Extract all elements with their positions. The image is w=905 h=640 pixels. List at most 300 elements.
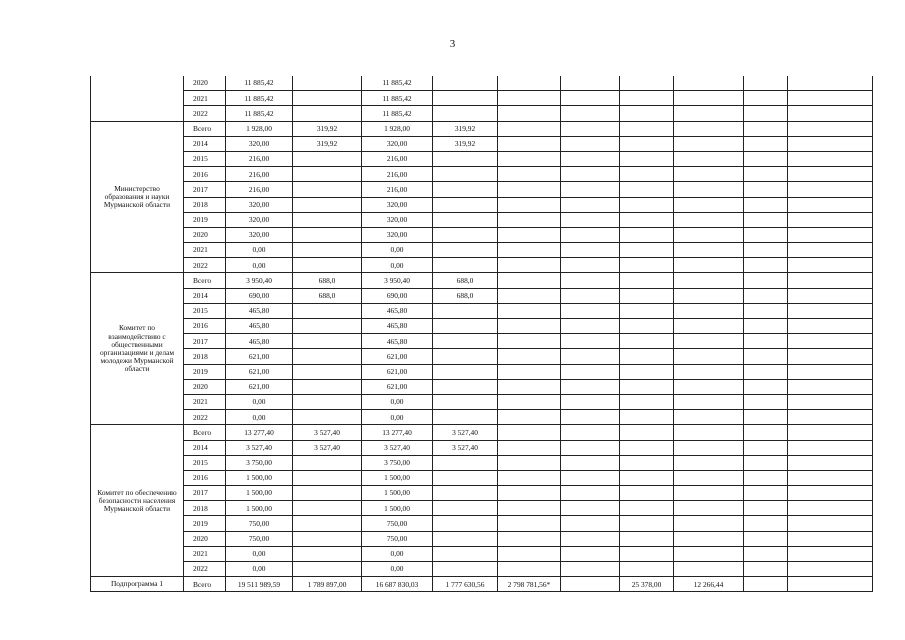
value-cell [674, 76, 744, 91]
value-cell [674, 273, 744, 288]
value-cell [620, 76, 674, 91]
value-cell [788, 379, 873, 394]
value-cell [744, 258, 788, 273]
table-row [91, 577, 873, 592]
value-cell: 0,00 [362, 562, 433, 577]
value-cell [498, 349, 561, 364]
value-cell [744, 577, 788, 592]
value-cell [498, 273, 561, 288]
value-cell [293, 334, 362, 349]
value-cell: 0,00 [226, 562, 293, 577]
org-cell: Комитет по взаимодействию с общественными организациями и делам молодежи Мурманской области [91, 273, 184, 425]
table-row [91, 440, 873, 455]
value-cell: 465,80 [362, 303, 433, 318]
value-cell [744, 562, 788, 577]
value-cell [674, 91, 744, 106]
value-cell: 216,00 [226, 151, 293, 166]
year-cell: 2017 [184, 486, 226, 501]
value-cell [788, 470, 873, 485]
value-cell [620, 425, 674, 440]
value-cell [620, 349, 674, 364]
value-cell [293, 243, 362, 258]
value-cell: 688,0 [433, 273, 498, 288]
value-cell [498, 167, 561, 182]
value-cell [788, 455, 873, 470]
value-cell [620, 303, 674, 318]
value-cell: 11 885,42 [362, 76, 433, 91]
table-row [91, 410, 873, 425]
value-cell [788, 151, 873, 166]
value-cell [498, 212, 561, 227]
table-row [91, 121, 873, 136]
value-cell [561, 364, 620, 379]
value-cell [674, 425, 744, 440]
value-cell: 3 527,40 [362, 440, 433, 455]
value-cell [433, 167, 498, 182]
value-cell [293, 470, 362, 485]
value-cell [433, 501, 498, 516]
year-cell: 2022 [184, 410, 226, 425]
value-cell: 688,0 [433, 288, 498, 303]
value-cell [744, 288, 788, 303]
value-cell [674, 455, 744, 470]
value-cell [433, 106, 498, 121]
value-cell [498, 76, 561, 91]
table-row [91, 151, 873, 166]
value-cell: 690,00 [362, 288, 433, 303]
value-cell: 690,00 [226, 288, 293, 303]
value-cell [788, 106, 873, 121]
value-cell [433, 197, 498, 212]
value-cell [498, 440, 561, 455]
value-cell [788, 440, 873, 455]
value-cell [788, 258, 873, 273]
value-cell [744, 212, 788, 227]
value-cell [674, 379, 744, 394]
value-cell [620, 531, 674, 546]
value-cell [561, 212, 620, 227]
value-cell: 1 789 897,00 [293, 577, 362, 592]
value-cell [788, 531, 873, 546]
value-cell [561, 136, 620, 151]
value-cell: 16 687 830,03 [362, 577, 433, 592]
year-cell: 2022 [184, 106, 226, 121]
value-cell [498, 516, 561, 531]
value-cell [744, 106, 788, 121]
year-cell: 2018 [184, 349, 226, 364]
value-cell [788, 167, 873, 182]
table-row [91, 531, 873, 546]
value-cell [620, 288, 674, 303]
value-cell [744, 167, 788, 182]
year-cell: 2014 [184, 440, 226, 455]
value-cell [620, 516, 674, 531]
value-cell [674, 546, 744, 561]
value-cell: 621,00 [226, 364, 293, 379]
value-cell: 12 266,44 [674, 577, 744, 592]
year-cell: 2021 [184, 243, 226, 258]
value-cell [620, 136, 674, 151]
value-cell [561, 167, 620, 182]
value-cell [561, 182, 620, 197]
value-cell: 465,80 [226, 303, 293, 318]
value-cell [674, 562, 744, 577]
value-cell [744, 319, 788, 334]
value-cell [674, 440, 744, 455]
value-cell [293, 106, 362, 121]
value-cell: 1 928,00 [362, 121, 433, 136]
value-cell [744, 197, 788, 212]
value-cell [788, 303, 873, 318]
year-cell: 2017 [184, 182, 226, 197]
value-cell [788, 562, 873, 577]
value-cell [788, 121, 873, 136]
value-cell [498, 197, 561, 212]
value-cell [293, 76, 362, 91]
value-cell [293, 349, 362, 364]
value-cell [744, 531, 788, 546]
value-cell [433, 76, 498, 91]
value-cell [620, 501, 674, 516]
value-cell: 319,92 [433, 136, 498, 151]
value-cell [561, 319, 620, 334]
value-cell [674, 121, 744, 136]
value-cell [498, 121, 561, 136]
value-cell: 216,00 [362, 151, 433, 166]
value-cell [674, 531, 744, 546]
value-cell [674, 136, 744, 151]
value-cell [433, 364, 498, 379]
year-cell: Всего [184, 425, 226, 440]
value-cell [788, 394, 873, 409]
value-cell [561, 562, 620, 577]
year-cell: 2020 [184, 227, 226, 242]
year-cell: 2016 [184, 470, 226, 485]
value-cell [561, 76, 620, 91]
value-cell [674, 227, 744, 242]
year-cell: 2021 [184, 546, 226, 561]
table-row [91, 516, 873, 531]
value-cell [293, 227, 362, 242]
value-cell: 0,00 [362, 410, 433, 425]
value-cell [498, 546, 561, 561]
value-cell [674, 394, 744, 409]
value-cell [788, 91, 873, 106]
value-cell [620, 227, 674, 242]
value-cell [744, 364, 788, 379]
table-row [91, 76, 873, 91]
value-cell [498, 106, 561, 121]
table-row [91, 455, 873, 470]
value-cell [433, 91, 498, 106]
value-cell [498, 303, 561, 318]
value-cell [620, 334, 674, 349]
value-cell [744, 121, 788, 136]
value-cell [788, 273, 873, 288]
table-row [91, 319, 873, 334]
value-cell: 11 885,42 [226, 91, 293, 106]
value-cell: 3 750,00 [362, 455, 433, 470]
value-cell [788, 546, 873, 561]
value-cell [788, 349, 873, 364]
value-cell [433, 562, 498, 577]
value-cell [788, 136, 873, 151]
value-cell: 19 511 989,59 [226, 577, 293, 592]
year-cell: 2015 [184, 455, 226, 470]
value-cell [744, 243, 788, 258]
year-cell: 2018 [184, 501, 226, 516]
value-cell: 320,00 [362, 136, 433, 151]
value-cell: 621,00 [226, 349, 293, 364]
value-cell: 319,92 [433, 121, 498, 136]
value-cell: 3 950,40 [362, 273, 433, 288]
value-cell [498, 531, 561, 546]
year-cell: 2015 [184, 151, 226, 166]
value-cell: 1 777 630,56 [433, 577, 498, 592]
value-cell [293, 167, 362, 182]
year-cell: 2016 [184, 319, 226, 334]
table-row [91, 501, 873, 516]
value-cell [744, 410, 788, 425]
org-cell [91, 76, 184, 121]
value-cell [293, 379, 362, 394]
value-cell [293, 212, 362, 227]
org-cell: Подпрограмма 1 [91, 577, 184, 592]
value-cell: 319,92 [293, 121, 362, 136]
value-cell [561, 197, 620, 212]
value-cell [498, 319, 561, 334]
table-row [91, 182, 873, 197]
value-cell: 621,00 [226, 379, 293, 394]
value-cell: 465,80 [362, 319, 433, 334]
value-cell [498, 258, 561, 273]
value-cell: 1 500,00 [226, 470, 293, 485]
value-cell [498, 182, 561, 197]
value-cell: 750,00 [362, 531, 433, 546]
value-cell [561, 379, 620, 394]
value-cell: 11 885,42 [226, 76, 293, 91]
value-cell [788, 227, 873, 242]
value-cell: 0,00 [362, 394, 433, 409]
value-cell [674, 151, 744, 166]
year-cell: 2022 [184, 562, 226, 577]
value-cell [788, 76, 873, 91]
value-cell [744, 334, 788, 349]
value-cell [620, 379, 674, 394]
value-cell [433, 258, 498, 273]
table-row [91, 470, 873, 485]
value-cell [788, 182, 873, 197]
value-cell: 319,92 [293, 136, 362, 151]
value-cell [744, 349, 788, 364]
value-cell [433, 546, 498, 561]
value-cell [498, 455, 561, 470]
value-cell [744, 394, 788, 409]
table-row [91, 379, 873, 394]
value-cell: 0,00 [362, 258, 433, 273]
value-cell: 465,80 [226, 319, 293, 334]
value-cell [561, 486, 620, 501]
value-cell [293, 258, 362, 273]
value-cell [674, 334, 744, 349]
value-cell [561, 546, 620, 561]
value-cell [620, 167, 674, 182]
value-cell [620, 151, 674, 166]
value-cell [293, 516, 362, 531]
value-cell: 3 527,40 [433, 440, 498, 455]
value-cell [561, 151, 620, 166]
value-cell [744, 151, 788, 166]
value-cell [744, 182, 788, 197]
org-cell: Комитет по обеспечению безопасности населения Мурманской области [91, 425, 184, 577]
value-cell [433, 212, 498, 227]
value-cell [674, 182, 744, 197]
value-cell: 320,00 [226, 197, 293, 212]
page-number: 3 [449, 38, 456, 50]
value-cell [620, 455, 674, 470]
year-cell: 2019 [184, 212, 226, 227]
value-cell [293, 394, 362, 409]
value-cell [674, 258, 744, 273]
value-cell [620, 546, 674, 561]
value-cell: 320,00 [362, 197, 433, 212]
year-cell: Всего [184, 577, 226, 592]
table-row [91, 136, 873, 151]
value-cell: 25 378,00 [620, 577, 674, 592]
value-cell [561, 349, 620, 364]
value-cell [433, 334, 498, 349]
value-cell [498, 394, 561, 409]
value-cell: 320,00 [226, 212, 293, 227]
year-cell: 2014 [184, 288, 226, 303]
value-cell [498, 562, 561, 577]
value-cell [674, 212, 744, 227]
table-row [91, 486, 873, 501]
table-row [91, 349, 873, 364]
value-cell [433, 349, 498, 364]
value-cell [498, 334, 561, 349]
value-cell: 750,00 [226, 516, 293, 531]
value-cell [744, 273, 788, 288]
value-cell [498, 151, 561, 166]
value-cell [498, 243, 561, 258]
value-cell [293, 531, 362, 546]
value-cell [620, 243, 674, 258]
value-cell: 1 500,00 [226, 501, 293, 516]
value-cell: 688,0 [293, 288, 362, 303]
value-cell: 11 885,42 [226, 106, 293, 121]
year-cell: 2020 [184, 76, 226, 91]
table-row [91, 334, 873, 349]
value-cell [498, 227, 561, 242]
value-cell [620, 121, 674, 136]
value-cell [744, 501, 788, 516]
value-cell [433, 455, 498, 470]
year-cell: 2018 [184, 197, 226, 212]
value-cell [674, 410, 744, 425]
value-cell: 216,00 [226, 167, 293, 182]
value-cell [561, 243, 620, 258]
value-cell [674, 303, 744, 318]
value-cell [293, 501, 362, 516]
value-cell [433, 182, 498, 197]
value-cell [561, 455, 620, 470]
value-cell [620, 212, 674, 227]
value-cell: 320,00 [362, 227, 433, 242]
value-cell [433, 486, 498, 501]
value-cell: 621,00 [362, 349, 433, 364]
value-cell: 750,00 [362, 516, 433, 531]
year-cell: Всего [184, 121, 226, 136]
value-cell [788, 425, 873, 440]
table-row [91, 273, 873, 288]
value-cell [293, 303, 362, 318]
value-cell: 320,00 [226, 227, 293, 242]
value-cell [433, 410, 498, 425]
table-row [91, 364, 873, 379]
value-cell [561, 288, 620, 303]
value-cell [788, 288, 873, 303]
value-cell: 1 500,00 [362, 501, 433, 516]
value-cell [788, 212, 873, 227]
value-cell: 0,00 [226, 258, 293, 273]
year-cell: 2021 [184, 91, 226, 106]
value-cell [561, 410, 620, 425]
value-cell [620, 440, 674, 455]
table-row [91, 212, 873, 227]
value-cell [561, 501, 620, 516]
value-cell [561, 91, 620, 106]
value-cell [788, 577, 873, 592]
value-cell [293, 410, 362, 425]
value-cell [433, 470, 498, 485]
value-cell [620, 394, 674, 409]
value-cell [674, 106, 744, 121]
value-cell: 0,00 [362, 243, 433, 258]
value-cell: 11 885,42 [362, 91, 433, 106]
value-cell [433, 531, 498, 546]
table-row [91, 546, 873, 561]
table-row [91, 303, 873, 318]
value-cell [433, 379, 498, 394]
value-cell [620, 197, 674, 212]
value-cell [293, 455, 362, 470]
value-cell: 216,00 [362, 167, 433, 182]
value-cell [498, 470, 561, 485]
value-cell [498, 379, 561, 394]
year-cell: 2016 [184, 167, 226, 182]
value-cell: 216,00 [226, 182, 293, 197]
year-cell: 2021 [184, 394, 226, 409]
org-cell: Министерство образования и науки Мурманской области [91, 121, 184, 273]
value-cell [561, 121, 620, 136]
value-cell [498, 136, 561, 151]
value-cell: 3 950,40 [226, 273, 293, 288]
value-cell: 216,00 [362, 182, 433, 197]
value-cell: 320,00 [362, 212, 433, 227]
value-cell [498, 91, 561, 106]
value-cell [561, 227, 620, 242]
value-cell [674, 288, 744, 303]
value-cell [498, 501, 561, 516]
year-cell: 2020 [184, 379, 226, 394]
value-cell: 13 277,40 [362, 425, 433, 440]
table-row [91, 258, 873, 273]
value-cell [674, 486, 744, 501]
table-row [91, 197, 873, 212]
value-cell: 3 527,40 [226, 440, 293, 455]
value-cell: 13 277,40 [226, 425, 293, 440]
